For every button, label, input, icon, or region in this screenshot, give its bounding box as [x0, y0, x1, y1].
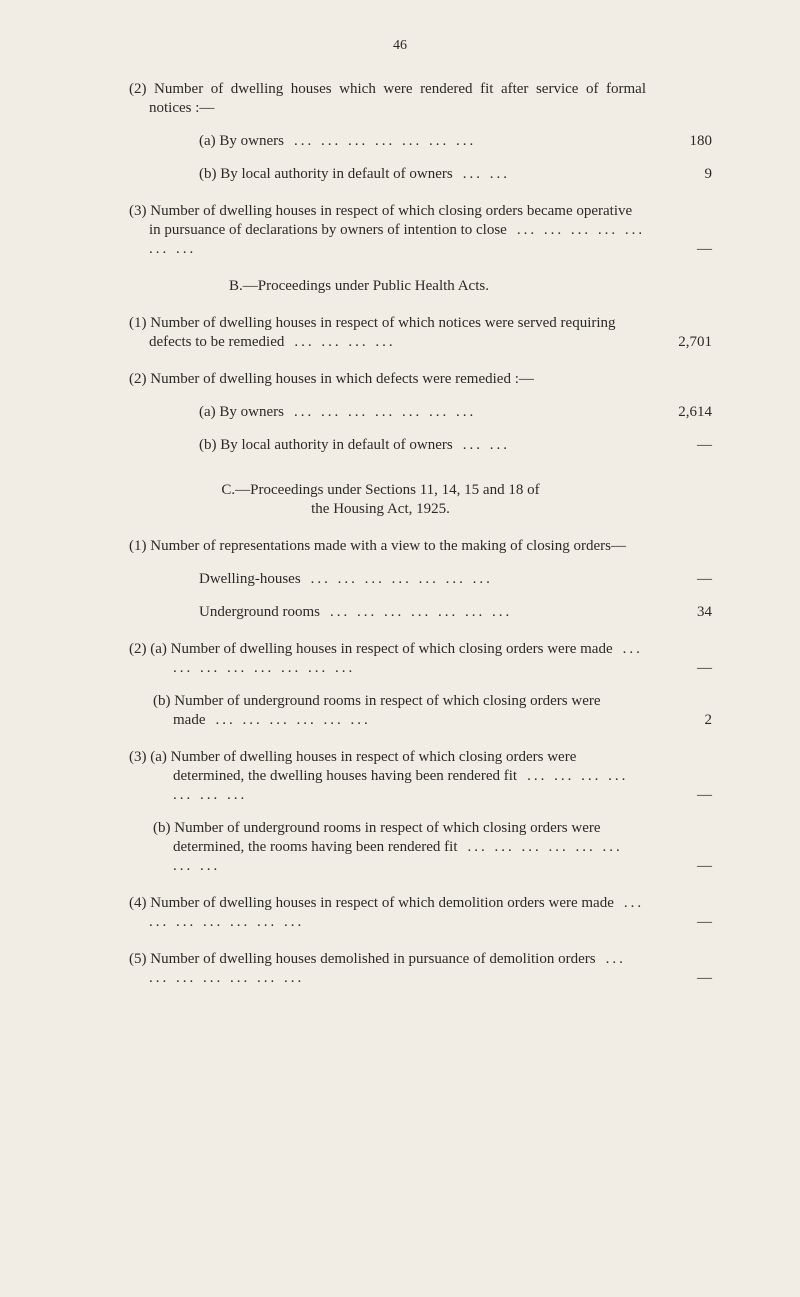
a-item-2a-row [199, 132, 712, 151]
leader-dots: ... ... ... ... ... ... ... ... [173, 839, 623, 874]
c-item-4 [129, 894, 712, 932]
leader-dots: ... ... ... ... ... ... ... [149, 222, 646, 257]
c-item-5-text: (5) Number of dwelling houses demolished in pursuance of demolition orders [129, 951, 596, 967]
leader-dots: ... ... [462, 166, 510, 182]
section-c-heading-line-2: the Housing Act, 1925. [311, 501, 450, 517]
a-item-2a-value: 180 [689, 133, 712, 149]
c-item-2 [129, 640, 712, 730]
a-item-2b-row [199, 165, 712, 184]
leader-dots: ... ... ... ... ... ... ... [293, 133, 477, 149]
c-item-5-value: — [697, 970, 712, 986]
c-item-1-intro: (1) Number of representations made with a view to the making of closing orders— [129, 538, 626, 554]
leader-dots: ... ... ... ... ... ... [215, 712, 371, 728]
b-item-2b-value: — [697, 437, 712, 453]
section-c-heading-line-1: C.—Proceedings under Sections 11, 14, 15 and 18 of [221, 482, 540, 498]
a-item-3-text: (3) Number of dwelling houses in respect of which closing orders became operative in pursuance of declarations by owners of intention to close [129, 203, 633, 238]
b-item-2-intro: (2) Number of dwelling houses in which defects were remedied :— [129, 371, 534, 387]
leader-dots: ... ... ... ... ... ... ... [293, 404, 477, 420]
c-item-5-row [129, 950, 712, 988]
c-item-1-underground-label: Underground rooms [199, 604, 320, 620]
c-item-4-value: — [697, 914, 712, 930]
a-item-3-row [129, 202, 712, 259]
leader-dots: ... ... ... ... [294, 334, 396, 350]
c-item-3 [129, 748, 712, 876]
c-item-2a-text: (2) (a) Number of dwelling houses in respect of which closing orders were made [129, 641, 613, 657]
b-item-2 [129, 370, 712, 455]
leader-dots: ... ... ... ... ... ... ... [149, 951, 626, 986]
c-item-2b-text: (b) Number of underground rooms in respect of which closing orders were made [153, 693, 601, 728]
c-item-1-dwelling-row [199, 570, 712, 589]
c-item-2b-value: 2 [704, 712, 712, 728]
c-item-1-underground-value: 34 [697, 604, 712, 620]
a-item-2b-value: 9 [704, 166, 712, 182]
leader-dots: ... ... [462, 437, 510, 453]
c-item-4-text: (4) Number of dwelling houses in respect of which demolition orders were made [129, 895, 614, 911]
section-b-heading: B.—Proceedings under Public Health Acts. [229, 278, 489, 294]
section-c-heading [129, 481, 712, 519]
leader-dots: ... ... ... ... ... ... ... [149, 895, 645, 930]
c-item-1-dwelling-value: — [697, 571, 712, 587]
document-body [129, 80, 712, 1006]
b-item-1-text: (1) Number of dwelling houses in respect of which notices were served requiring defects to be remedied [129, 315, 616, 350]
a-item-3-value: — [697, 241, 712, 257]
b-item-2a-label: (a) By owners [199, 404, 284, 420]
b-item-2b-label: (b) By local authority in default of owners [199, 437, 453, 453]
c-item-3a-row [129, 748, 712, 805]
b-item-2b-row [199, 436, 712, 455]
leader-dots: ... ... ... ... ... ... ... [329, 604, 513, 620]
a-item-2-intro: (2) Number of dwelling houses which were rendered fit after service of formal notices :— [129, 81, 646, 116]
leader-dots: ... ... ... ... ... ... ... [310, 571, 493, 587]
a-item-2a-label: (a) By owners [199, 133, 284, 149]
c-item-4-row [129, 894, 712, 932]
a-item-3 [129, 202, 712, 259]
c-item-2a-value: — [697, 660, 712, 676]
a-item-2b-label: (b) By local authority in default of owners [199, 166, 453, 182]
b-item-1-value: 2,701 [678, 334, 712, 350]
page-number: 46 [393, 38, 407, 53]
c-item-2b-row [153, 692, 712, 730]
c-item-1-underground-row [199, 603, 712, 622]
c-item-5 [129, 950, 712, 988]
a-item-2 [129, 80, 712, 184]
c-item-2a-row [129, 640, 712, 678]
c-item-3b-value: — [697, 858, 712, 874]
b-item-2a-value: 2,614 [678, 404, 712, 420]
b-item-1 [129, 314, 712, 352]
c-item-1 [129, 537, 712, 622]
c-item-3b-text: (b) Number of underground rooms in respect of which closing orders were determined, the rooms having been rendered fit [153, 820, 601, 855]
leader-dots: ... ... ... ... ... ... ... ... [173, 641, 643, 676]
c-item-3a-text: (3) (a) Number of dwelling houses in respect of which closing orders were determined, the dwelling houses having been rendered fit [129, 749, 577, 784]
c-item-3a-value: — [697, 787, 712, 803]
b-item-2a-row [199, 403, 712, 422]
leader-dots: ... ... ... ... ... ... ... [173, 768, 629, 803]
c-item-3b-row [153, 819, 712, 876]
b-item-1-row [129, 314, 712, 352]
c-item-1-dwelling-label: Dwelling-houses [199, 571, 301, 587]
